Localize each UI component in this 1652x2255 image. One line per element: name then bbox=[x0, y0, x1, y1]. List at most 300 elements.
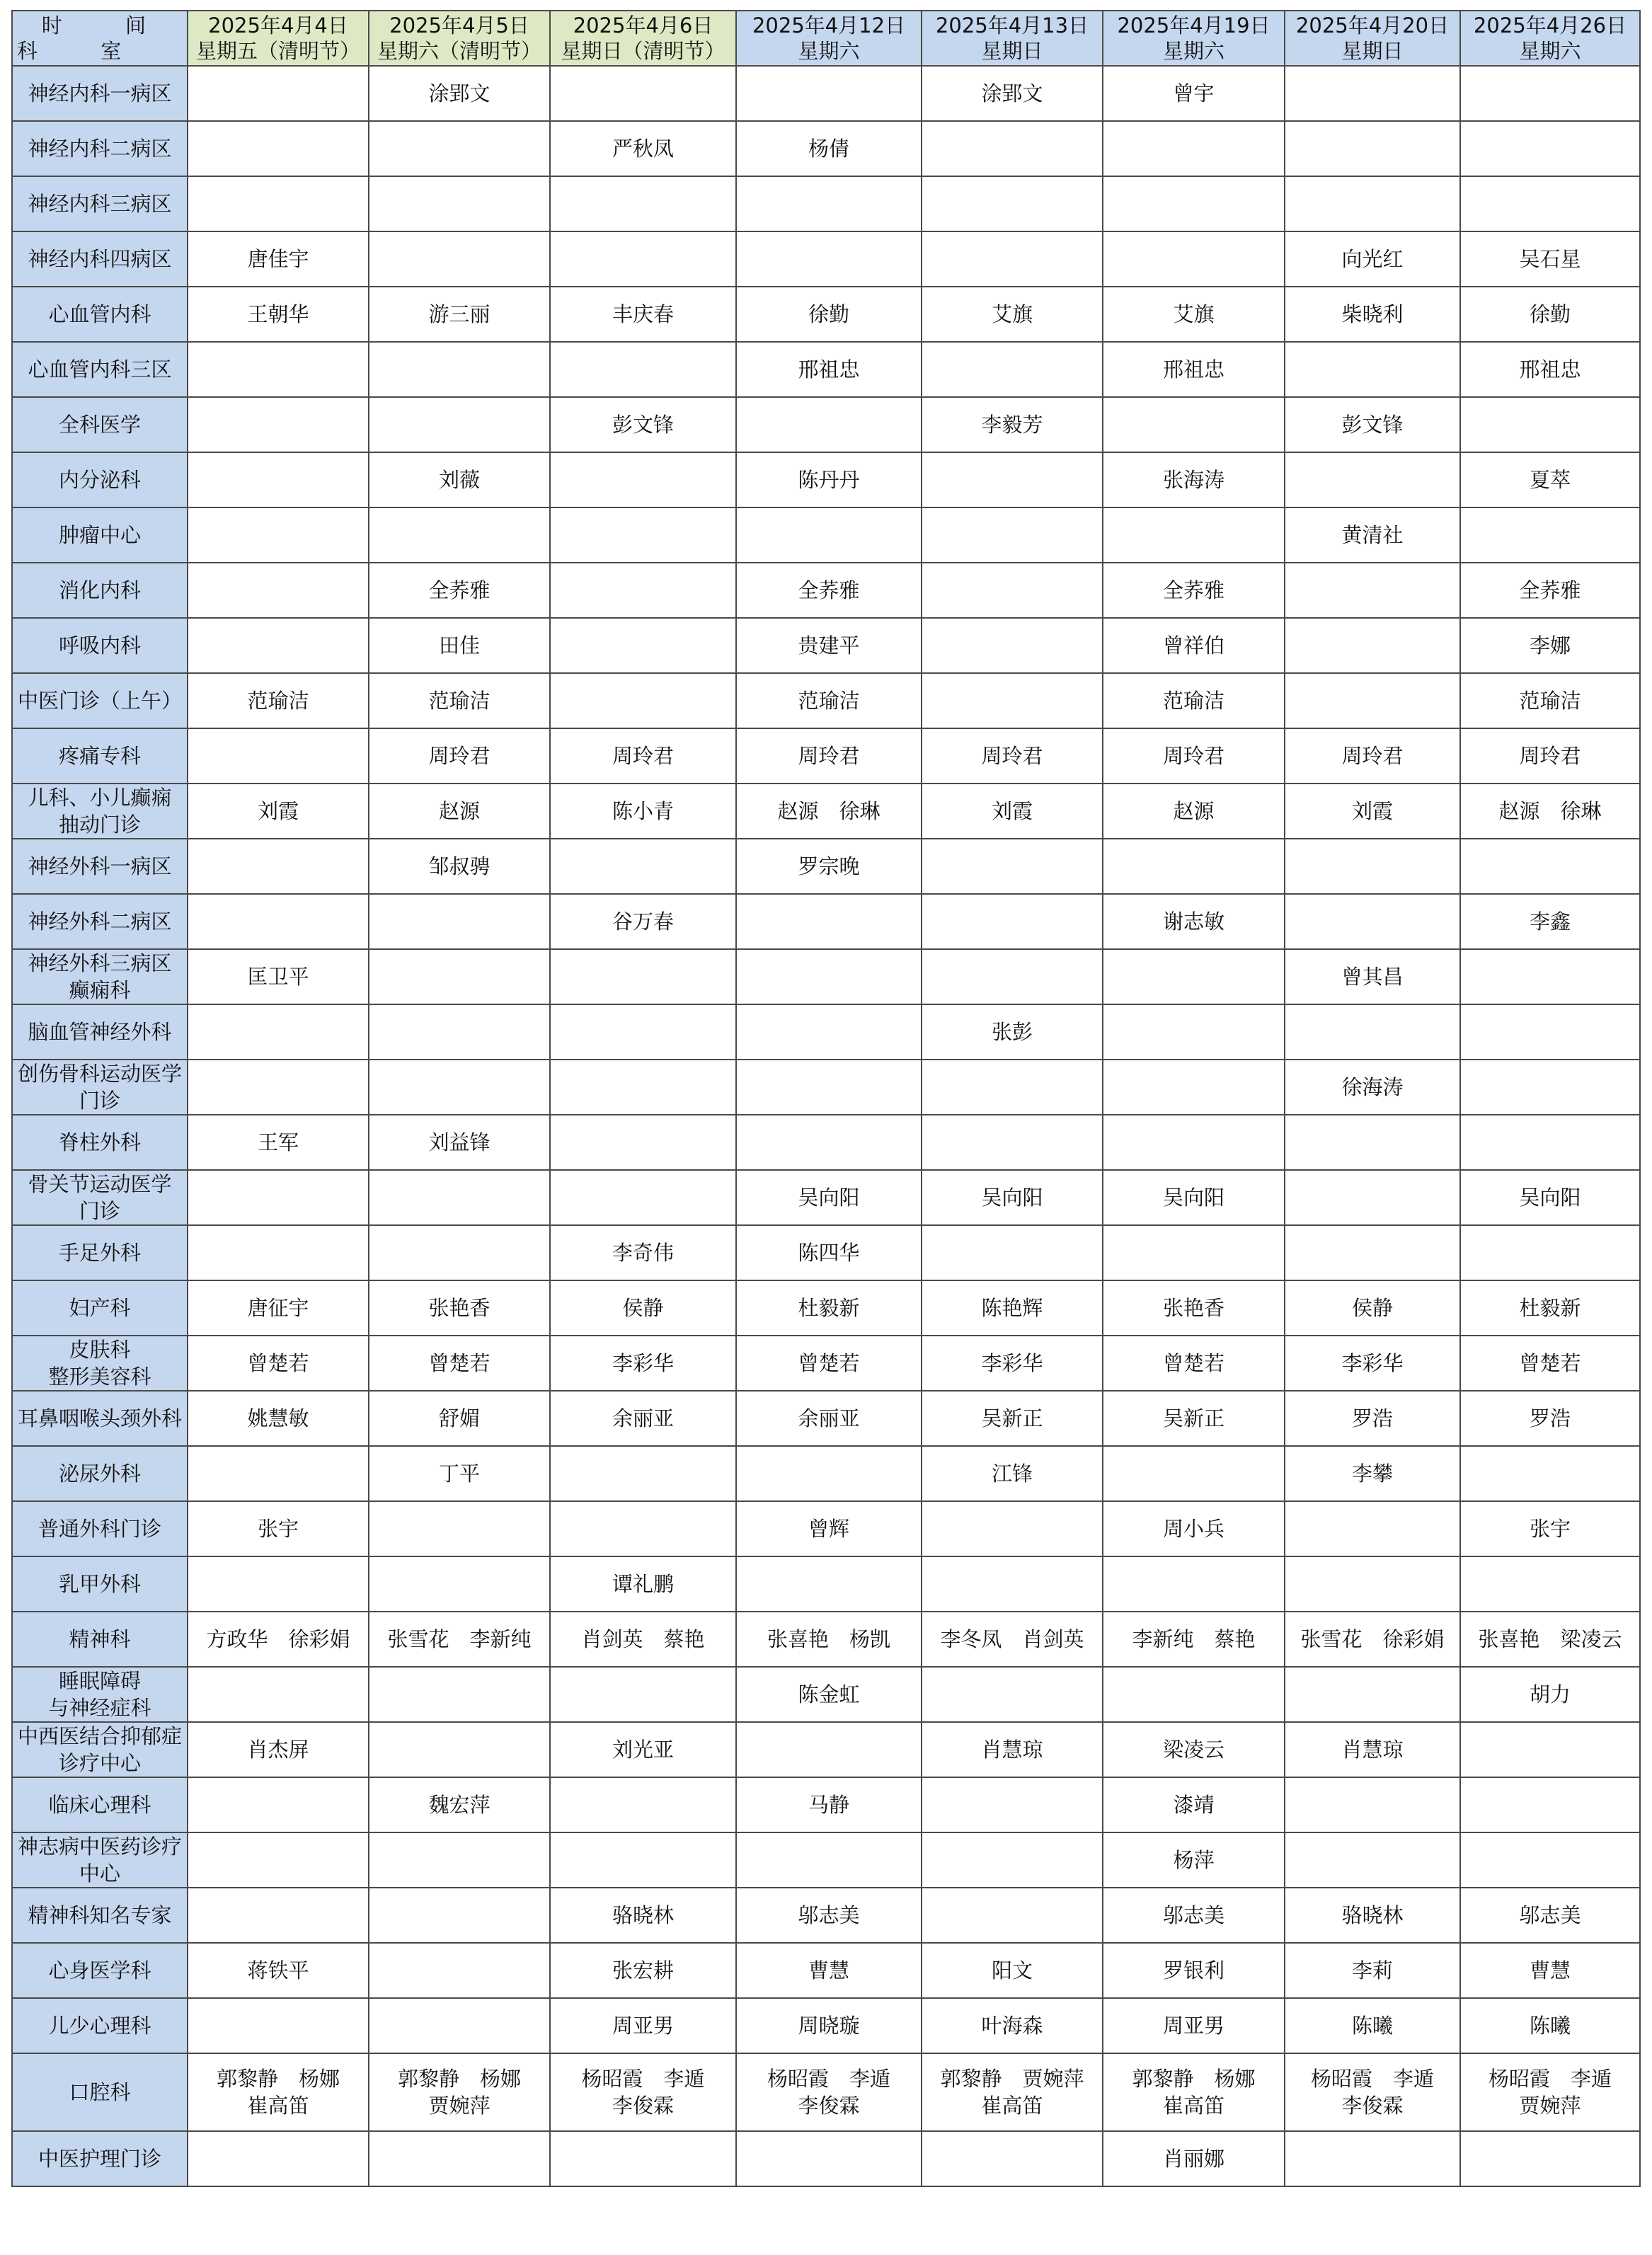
doctor-cell bbox=[1285, 2053, 1460, 2131]
department-cell bbox=[12, 1722, 188, 1777]
doctor-cell bbox=[550, 287, 736, 342]
doctor-cell bbox=[369, 1556, 550, 1612]
doctor-cell bbox=[1460, 2053, 1640, 2131]
department-name: 精神科 bbox=[69, 1627, 131, 1651]
doctor-cell bbox=[550, 231, 736, 287]
doctor-cell bbox=[1285, 1170, 1460, 1225]
doctor-cell bbox=[922, 1060, 1103, 1115]
doctor-name: 彭文锋 bbox=[612, 413, 674, 437]
doctor-cell bbox=[1285, 1225, 1460, 1280]
department-cell bbox=[12, 1115, 188, 1170]
table-row bbox=[12, 1170, 1640, 1225]
doctor-cell bbox=[736, 728, 922, 784]
time-label: 时 间 bbox=[41, 13, 174, 38]
doctor-cell bbox=[922, 121, 1103, 176]
department-name: 神经内科三病区 bbox=[28, 192, 172, 216]
doctor-name: 李鑫 bbox=[1529, 910, 1571, 934]
date-label: 2025年4月6日 bbox=[573, 13, 713, 38]
doctor-cell bbox=[736, 1391, 922, 1446]
doctor-cell bbox=[736, 1612, 922, 1667]
doctor-cell bbox=[369, 342, 550, 397]
doctor-cell bbox=[922, 397, 1103, 452]
doctor-cell bbox=[1460, 1943, 1640, 1998]
doctor-cell bbox=[1285, 1998, 1460, 2053]
doctor-cell bbox=[188, 452, 369, 507]
doctor-name: 吴向阳 bbox=[1519, 1186, 1581, 1210]
doctor-cell bbox=[369, 2131, 550, 2186]
weekday-label: 星期日 bbox=[981, 39, 1043, 63]
table-row bbox=[12, 176, 1640, 231]
table-row bbox=[12, 66, 1640, 121]
doctor-cell bbox=[922, 1612, 1103, 1667]
doctor-cell bbox=[922, 1667, 1103, 1722]
doctor-name: 李彩华 bbox=[1341, 1351, 1404, 1375]
doctor-name: 马静 bbox=[808, 1793, 849, 1817]
doctor-cell bbox=[1460, 1556, 1640, 1612]
department-cell bbox=[12, 1777, 188, 1832]
doctor-cell bbox=[736, 1225, 922, 1280]
doctor-cell bbox=[1460, 1225, 1640, 1280]
doctor-cell bbox=[1103, 1115, 1285, 1170]
doctor-cell bbox=[1460, 1004, 1640, 1060]
doctor-cell bbox=[736, 673, 922, 728]
doctor-name: 李娜 bbox=[1529, 633, 1571, 658]
doctor-cell bbox=[1460, 894, 1640, 949]
doctor-cell bbox=[1285, 1060, 1460, 1115]
department-name: 心血管内科 bbox=[48, 302, 151, 326]
doctor-cell bbox=[922, 894, 1103, 949]
department-cell bbox=[12, 1060, 188, 1115]
doctor-name: 郭黎静 贾婉萍 崔高笛 bbox=[940, 2067, 1084, 2118]
doctor-cell bbox=[550, 1115, 736, 1170]
doctor-cell bbox=[550, 1170, 736, 1225]
doctor-cell bbox=[369, 1004, 550, 1060]
doctor-cell bbox=[1103, 1004, 1285, 1060]
table-row bbox=[12, 784, 1640, 839]
department-cell bbox=[12, 1832, 188, 1888]
doctor-cell bbox=[1460, 452, 1640, 507]
department-name: 神经内科四病区 bbox=[28, 247, 172, 271]
doctor-name: 杜毅新 bbox=[1519, 1296, 1581, 1320]
doctor-cell bbox=[369, 1280, 550, 1336]
doctor-cell bbox=[736, 2131, 922, 2186]
date-label: 2025年4月26日 bbox=[1473, 13, 1627, 38]
doctor-cell bbox=[550, 1998, 736, 2053]
doctor-cell bbox=[922, 1170, 1103, 1225]
doctor-cell bbox=[188, 66, 369, 121]
doctor-cell bbox=[736, 397, 922, 452]
doctor-name: 肖剑英 蔡艳 bbox=[581, 1627, 705, 1651]
doctor-name: 刘霞 bbox=[991, 799, 1033, 823]
doctor-cell bbox=[1103, 121, 1285, 176]
department-name: 内分泌科 bbox=[58, 468, 141, 492]
doctor-cell bbox=[550, 1722, 736, 1777]
table-row bbox=[12, 1556, 1640, 1612]
doctor-cell bbox=[188, 1612, 369, 1667]
doctor-cell bbox=[922, 1501, 1103, 1556]
doctor-name: 张雪花 李新纯 bbox=[387, 1627, 532, 1651]
doctor-cell bbox=[922, 1280, 1103, 1336]
doctor-name: 郭黎静 杨娜 崔高笛 bbox=[1132, 2067, 1256, 2118]
department-name: 手足外科 bbox=[58, 1241, 141, 1265]
doctor-cell bbox=[1103, 1722, 1285, 1777]
department-name: 皮肤科 整形美容科 bbox=[48, 1338, 151, 1389]
doctor-cell bbox=[369, 1667, 550, 1722]
doctor-cell bbox=[736, 1170, 922, 1225]
table-row bbox=[12, 342, 1640, 397]
doctor-cell bbox=[1103, 397, 1285, 452]
doctor-cell bbox=[1285, 1391, 1460, 1446]
doctor-cell bbox=[1285, 1115, 1460, 1170]
table-row bbox=[12, 1060, 1640, 1115]
doctor-cell bbox=[188, 507, 369, 563]
doctor-cell bbox=[1285, 66, 1460, 121]
doctor-cell bbox=[1285, 507, 1460, 563]
department-cell bbox=[12, 728, 188, 784]
doctor-name: 陈小青 bbox=[612, 799, 674, 823]
doctor-cell bbox=[550, 1004, 736, 1060]
doctor-name: 李莉 bbox=[1351, 1958, 1393, 1983]
doctor-name: 张宇 bbox=[1529, 1517, 1571, 1541]
doctor-cell bbox=[736, 342, 922, 397]
department-name: 乳甲外科 bbox=[58, 1572, 141, 1596]
doctor-cell bbox=[188, 1336, 369, 1391]
department-name: 神经外科二病区 bbox=[28, 910, 172, 934]
doctor-cell bbox=[188, 1832, 369, 1888]
doctor-cell bbox=[922, 1998, 1103, 2053]
doctor-cell bbox=[1460, 1060, 1640, 1115]
doctor-name: 吴向阳 bbox=[798, 1186, 860, 1210]
doctor-name: 曹慧 bbox=[808, 1958, 849, 1983]
department-cell bbox=[12, 1004, 188, 1060]
doctor-name: 王朝华 bbox=[247, 302, 309, 326]
doctor-name: 张喜艳 杨凯 bbox=[767, 1627, 890, 1651]
department-name: 全科医学 bbox=[58, 413, 141, 437]
doctor-cell bbox=[922, 1446, 1103, 1501]
department-cell bbox=[12, 1998, 188, 2053]
department-name: 心血管内科三区 bbox=[28, 357, 172, 381]
doctor-name: 梁凌云 bbox=[1162, 1738, 1224, 1762]
doctor-cell bbox=[1103, 507, 1285, 563]
doctor-name: 陈四华 bbox=[798, 1241, 860, 1265]
department-name: 呼吸内科 bbox=[58, 633, 141, 658]
doctor-cell bbox=[922, 1943, 1103, 1998]
date-header-cell bbox=[369, 11, 550, 66]
doctor-name: 邬志美 bbox=[798, 1903, 860, 1927]
table-row bbox=[12, 839, 1640, 894]
department-cell bbox=[12, 66, 188, 121]
doctor-cell bbox=[922, 563, 1103, 618]
doctor-name: 罗银利 bbox=[1162, 1958, 1224, 1983]
doctor-name: 曾辉 bbox=[808, 1517, 849, 1541]
doctor-name: 李彩华 bbox=[612, 1351, 674, 1375]
department-cell bbox=[12, 1943, 188, 1998]
doctor-cell bbox=[1460, 1115, 1640, 1170]
doctor-name: 邢祖忠 bbox=[1162, 357, 1224, 381]
doctor-cell bbox=[736, 1501, 922, 1556]
doctor-name: 杨昭霞 李遁 贾婉萍 bbox=[1488, 2067, 1612, 2118]
doctor-name: 赵源 徐琳 bbox=[1498, 799, 1602, 823]
doctor-cell bbox=[188, 563, 369, 618]
department-cell bbox=[12, 1170, 188, 1225]
doctor-cell bbox=[550, 1556, 736, 1612]
doctor-cell bbox=[736, 563, 922, 618]
doctor-cell bbox=[550, 1832, 736, 1888]
table-row bbox=[12, 673, 1640, 728]
doctor-cell bbox=[369, 673, 550, 728]
doctor-cell bbox=[922, 231, 1103, 287]
doctor-cell bbox=[1460, 1832, 1640, 1888]
doctor-cell bbox=[922, 287, 1103, 342]
department-name: 骨关节运动医学 门诊 bbox=[28, 1172, 172, 1223]
doctor-name: 周玲君 bbox=[428, 744, 491, 768]
doctor-cell bbox=[1103, 66, 1285, 121]
doctor-cell bbox=[188, 894, 369, 949]
doctor-name: 李冬凤 肖剑英 bbox=[940, 1627, 1084, 1651]
doctor-name: 刘光亚 bbox=[612, 1738, 674, 1762]
table-row bbox=[12, 121, 1640, 176]
doctor-cell bbox=[1460, 728, 1640, 784]
doctor-name: 周玲君 bbox=[798, 744, 860, 768]
doctor-cell bbox=[922, 673, 1103, 728]
doctor-cell bbox=[736, 1446, 922, 1501]
doctor-cell bbox=[922, 784, 1103, 839]
doctor-cell bbox=[1285, 342, 1460, 397]
doctor-cell bbox=[1460, 1170, 1640, 1225]
doctor-name: 全荞雅 bbox=[1519, 578, 1581, 602]
table-row bbox=[12, 452, 1640, 507]
department-name: 妇产科 bbox=[69, 1296, 131, 1320]
doctor-cell bbox=[1285, 949, 1460, 1004]
doctor-name: 张艳香 bbox=[1162, 1296, 1224, 1320]
doctor-cell bbox=[1460, 121, 1640, 176]
department-cell bbox=[12, 1225, 188, 1280]
doctor-cell bbox=[369, 784, 550, 839]
doctor-cell bbox=[922, 176, 1103, 231]
header-row bbox=[12, 11, 1640, 66]
table-row bbox=[12, 1004, 1640, 1060]
doctor-cell bbox=[1103, 1225, 1285, 1280]
doctor-cell bbox=[1285, 121, 1460, 176]
date-header-cell bbox=[922, 11, 1103, 66]
doctor-cell bbox=[1285, 1722, 1460, 1777]
doctor-name: 刘霞 bbox=[1351, 799, 1393, 823]
table-row bbox=[12, 1336, 1640, 1391]
doctor-cell bbox=[550, 839, 736, 894]
doctor-name: 艾旗 bbox=[991, 302, 1033, 326]
doctor-cell bbox=[736, 1998, 922, 2053]
department-cell bbox=[12, 397, 188, 452]
department-name: 心身医学科 bbox=[48, 1958, 151, 1983]
doctor-cell bbox=[188, 673, 369, 728]
doctor-name: 肖丽娜 bbox=[1162, 2147, 1224, 2171]
doctor-name: 骆晓林 bbox=[612, 1903, 674, 1927]
table-row bbox=[12, 1225, 1640, 1280]
department-name: 中医门诊（上午） bbox=[17, 689, 182, 713]
doctor-cell bbox=[1285, 1667, 1460, 1722]
doctor-cell bbox=[1460, 176, 1640, 231]
doctor-cell bbox=[1285, 1336, 1460, 1391]
doctor-cell bbox=[188, 121, 369, 176]
table-row bbox=[12, 1777, 1640, 1832]
doctor-cell bbox=[550, 563, 736, 618]
doctor-name: 谢志敏 bbox=[1162, 910, 1224, 934]
department-name: 儿少心理科 bbox=[48, 2014, 151, 2038]
department-name: 精神科知名专家 bbox=[28, 1903, 172, 1927]
doctor-cell bbox=[922, 66, 1103, 121]
doctor-cell bbox=[1460, 287, 1640, 342]
doctor-cell bbox=[1103, 1060, 1285, 1115]
doctor-cell bbox=[188, 784, 369, 839]
doctor-cell bbox=[369, 839, 550, 894]
doctor-cell bbox=[188, 1280, 369, 1336]
doctor-name: 刘霞 bbox=[257, 799, 299, 823]
department-cell bbox=[12, 673, 188, 728]
doctor-name: 艾旗 bbox=[1173, 302, 1215, 326]
doctor-name: 姚慧敏 bbox=[247, 1406, 309, 1430]
doctor-name: 田佳 bbox=[438, 633, 480, 658]
doctor-cell bbox=[736, 1832, 922, 1888]
doctor-name: 陈金虹 bbox=[798, 1682, 860, 1706]
doctor-cell bbox=[550, 949, 736, 1004]
doctor-name: 李毅芳 bbox=[981, 413, 1043, 437]
doctor-cell bbox=[1103, 673, 1285, 728]
doctor-cell bbox=[1285, 1612, 1460, 1667]
doctor-name: 唐佳宇 bbox=[247, 247, 309, 271]
doctor-cell bbox=[1103, 1446, 1285, 1501]
date-header-cell bbox=[736, 11, 922, 66]
doctor-cell bbox=[188, 728, 369, 784]
weekday-label: 星期六 bbox=[798, 39, 860, 63]
doctor-name: 李攀 bbox=[1351, 1462, 1393, 1486]
department-name: 神志病中医药诊疗 中心 bbox=[17, 1835, 182, 1886]
department-cell bbox=[12, 1556, 188, 1612]
table-row bbox=[12, 397, 1640, 452]
doctor-name: 张宏耕 bbox=[612, 1958, 674, 1983]
doctor-name: 侯静 bbox=[1351, 1296, 1393, 1320]
doctor-cell bbox=[369, 1225, 550, 1280]
doctor-cell bbox=[550, 1667, 736, 1722]
doctor-cell bbox=[550, 2131, 736, 2186]
doctor-cell bbox=[369, 618, 550, 673]
doctor-cell bbox=[550, 397, 736, 452]
date-header-cell bbox=[1103, 11, 1285, 66]
doctor-cell bbox=[369, 1998, 550, 2053]
doctor-cell bbox=[1103, 231, 1285, 287]
doctor-cell bbox=[188, 1060, 369, 1115]
doctor-cell bbox=[736, 618, 922, 673]
doctor-cell bbox=[1285, 1501, 1460, 1556]
doctor-cell bbox=[369, 1060, 550, 1115]
doctor-cell bbox=[188, 1777, 369, 1832]
doctor-name: 陈曦 bbox=[1529, 2014, 1571, 2038]
doctor-cell bbox=[1103, 1777, 1285, 1832]
doctor-name: 肖慧琼 bbox=[981, 1738, 1043, 1762]
doctor-cell bbox=[1285, 728, 1460, 784]
doctor-name: 郭黎静 杨娜 贾婉萍 bbox=[397, 2067, 521, 2118]
doctor-name: 范瑜洁 bbox=[428, 689, 491, 713]
doctor-name: 吴新正 bbox=[1162, 1406, 1224, 1430]
doctor-name: 张彭 bbox=[991, 1020, 1033, 1044]
doctor-cell bbox=[188, 2131, 369, 2186]
table-row bbox=[12, 1391, 1640, 1446]
doctor-name: 李彩华 bbox=[981, 1351, 1043, 1375]
doctor-name: 杨萍 bbox=[1173, 1848, 1215, 1872]
doctor-name: 周小兵 bbox=[1162, 1517, 1224, 1541]
doctor-name: 曾宇 bbox=[1173, 81, 1215, 105]
date-label: 2025年4月5日 bbox=[389, 13, 529, 38]
doctor-cell bbox=[1285, 784, 1460, 839]
doctor-name: 涂郢文 bbox=[428, 81, 491, 105]
department-name: 临床心理科 bbox=[48, 1793, 151, 1817]
doctor-name: 赵源 bbox=[438, 799, 480, 823]
doctor-name: 谷万春 bbox=[612, 910, 674, 934]
department-name: 消化内科 bbox=[58, 578, 141, 602]
doctor-name: 刘薇 bbox=[438, 468, 480, 492]
department-cell bbox=[12, 839, 188, 894]
doctor-cell bbox=[369, 728, 550, 784]
department-cell bbox=[12, 2131, 188, 2186]
doctor-cell bbox=[369, 1832, 550, 1888]
doctor-cell bbox=[369, 176, 550, 231]
corner-header-cell bbox=[12, 11, 188, 66]
table-row bbox=[12, 2053, 1640, 2131]
doctor-cell bbox=[1285, 894, 1460, 949]
doctor-cell bbox=[922, 1004, 1103, 1060]
doctor-cell bbox=[736, 231, 922, 287]
table-row bbox=[12, 507, 1640, 563]
doctor-cell bbox=[550, 1612, 736, 1667]
department-cell bbox=[12, 1501, 188, 1556]
doctor-cell bbox=[922, 1832, 1103, 1888]
doctor-cell bbox=[1460, 1998, 1640, 2053]
doctor-cell bbox=[1103, 1391, 1285, 1446]
doctor-name: 徐勤 bbox=[808, 302, 849, 326]
doctor-cell bbox=[1285, 176, 1460, 231]
doctor-cell bbox=[550, 342, 736, 397]
department-name: 神经外科一病区 bbox=[28, 854, 172, 878]
doctor-cell bbox=[922, 1225, 1103, 1280]
doctor-cell bbox=[1285, 1004, 1460, 1060]
doctor-name: 范瑜洁 bbox=[1162, 689, 1224, 713]
doctor-cell bbox=[1103, 839, 1285, 894]
doctor-cell bbox=[550, 1391, 736, 1446]
doctor-cell bbox=[1103, 1832, 1285, 1888]
doctor-cell bbox=[369, 1446, 550, 1501]
doctor-cell bbox=[1285, 1888, 1460, 1943]
doctor-cell bbox=[188, 1004, 369, 1060]
doctor-name: 杨昭霞 李遁 李俊霖 bbox=[581, 2067, 705, 2118]
department-cell bbox=[12, 342, 188, 397]
doctor-name: 张喜艳 梁凌云 bbox=[1478, 1627, 1622, 1651]
doctor-cell bbox=[1460, 563, 1640, 618]
department-cell bbox=[12, 1391, 188, 1446]
table-row bbox=[12, 949, 1640, 1004]
doctor-cell bbox=[922, 342, 1103, 397]
table-row bbox=[12, 1501, 1640, 1556]
doctor-cell bbox=[1103, 452, 1285, 507]
doctor-name: 陈曦 bbox=[1351, 2014, 1393, 2038]
doctor-name: 蒋铁平 bbox=[247, 1958, 309, 1983]
doctor-cell bbox=[736, 452, 922, 507]
doctor-cell bbox=[550, 66, 736, 121]
doctor-cell bbox=[922, 949, 1103, 1004]
department-name: 口腔科 bbox=[69, 2080, 131, 2104]
dept-label: 科 室 bbox=[17, 39, 150, 63]
table-row bbox=[12, 1832, 1640, 1888]
table-row bbox=[12, 1446, 1640, 1501]
doctor-cell bbox=[1103, 728, 1285, 784]
